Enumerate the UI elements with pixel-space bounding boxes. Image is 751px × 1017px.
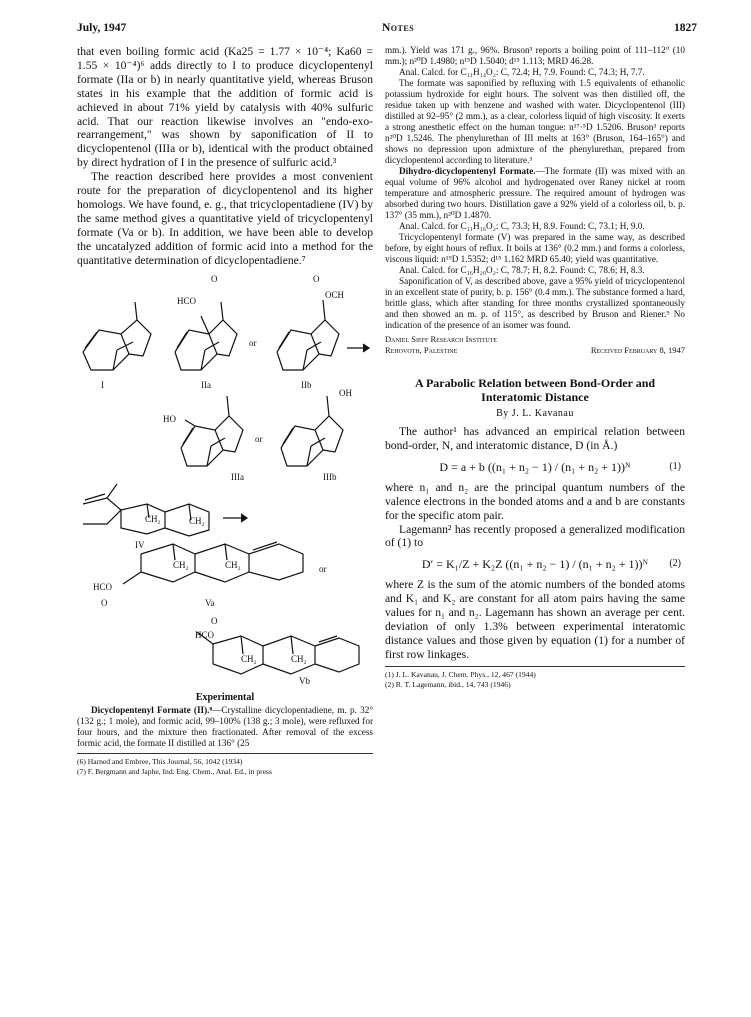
structure-IV <box>83 484 209 536</box>
paragraph: Anal. Calcd. for C₁₁H₁₆O₂: C, 73.3; H, 8.9. Found: C, 73.1; H, 9.0. <box>399 221 645 231</box>
footnote: (6) Harned and Embree, This Journal, 56, 1042 (1934) <box>77 756 243 766</box>
label-IV: IV <box>135 539 145 550</box>
paragraph-body: —The formate (II) was mixed with an equal volume of 96% alcohol and hydrogenated over Raney nickel at room temperature and atmospheric pressure. The required amount of hydrogen was absorbed during two hours. Distillation gave a 92% yield of a colorless oil, b. p. 137° (35 mm.), n²⁰D 1.4870. <box>385 166 685 220</box>
label-CH2: CH₂ <box>189 515 205 526</box>
paragraph: Anal. Calcd. for C₁₆H₂₀O₂: C, 78.7; H, 8.2. Found: C, 78.6; H, 8.3. <box>399 265 645 275</box>
paragraph: Tricyclopentenyl formate (V) was prepared in the same way, as described before, by eight hours of reflux. It boils at 136° (0.2 mm.) and forms a colorless, viscous liquid: n¹⁹D 1.5352; d¹⁵ 1.162 MRD 65.40; yield was quantitative. <box>385 232 685 264</box>
label-IIIb: IIIb <box>323 471 337 482</box>
label-O: O <box>211 615 218 626</box>
label-CH2: CH₂ <box>225 559 241 570</box>
label-O: O <box>313 273 320 284</box>
label-O: O <box>101 597 108 608</box>
label-CH2: CH₂ <box>291 653 307 664</box>
label-Va: Va <box>205 597 215 608</box>
affiliation-location: Rehovoth, Palestine <box>385 345 458 355</box>
left-column <box>77 45 373 777</box>
paragraph: The author¹ has advanced an empirical relation between bond-order, N, and interatomic distance, D (in Å.) <box>385 425 685 452</box>
paragraph: The formate was saponified by refluxing with 1.5 equivalents of ethanolic potassium hydroxide for eight hours. The solvent was then distilled off, the residue taken up with benzene and washed with water. Dicyclopentenol (III) distilled at 92–95° (2 mm.), as a clear, colorless liquid of high viscosity. It exerts a strong anesthetic effect on the human tongue: n¹⁷·⁵D 1.5206. Bruson³ reports n²⁰D 1.5246. The phenylurethan of III melts at 163° (Bruson, 164–165°) and shows no depression upon admixture of the phenylurethan, prepared from dicyclopentenol according to literature.³ <box>385 78 685 165</box>
footnote: (7) F. Bergmann and Japhe, Ind. Eng. Chem., Anal. Ed., in press <box>77 766 272 776</box>
label-HCO: HCO <box>93 581 113 592</box>
paragraph: mm.). Yield was 171 g., 96%. Bruson³ reports a boiling point of 111–112° (10 mm.); n²⁰D 1.4980; n¹⁵D 1.5040; d¹⁵ 1.113; MRD 46.28. <box>385 45 685 66</box>
paragraph: Anal. Calcd. for C₁₁H₁₄O₂: C, 72.4; H, 7.9. Found: C, 74.3; H, 7.7. <box>399 67 645 77</box>
label-I: I <box>101 379 104 390</box>
structure-I <box>83 302 151 370</box>
paragraph-title: Dicyclopentenyl Formate (II).⁸ <box>91 704 213 715</box>
article-title <box>385 376 685 404</box>
article-title-line: Interatomic Distance <box>481 390 589 404</box>
paragraph: Lagemann² has recently proposed a generalized modification of (1) to <box>385 522 685 550</box>
label-OH: OH <box>339 387 352 398</box>
structure-IIa <box>175 302 237 370</box>
paragraph: that even boiling formic acid (Ka25 = 1.77 × 10⁻⁴; Ka60 = 1.55 × 10⁻⁴)⁶ adds directly to I to produce dicyclopentenyl formate (IIa or b) in nearly quantitative yield, whereas Bruson states in his example that the addition of formic acid is achieved in about 71% yield by catalysis with 40% sulfuric acid. That our reaction likewise involves an "endo-exo-rearrangement," was shown by saponification of II to dicyclopentenol (IIIa or b), identical with the product obtained by direct hydration of I in the presence of sulfuric acid.³ <box>77 45 373 170</box>
footnote-rule <box>385 666 685 667</box>
label-CH2: CH₂ <box>173 559 189 570</box>
footnote: (2) R. T. Lagemann, ibid., 14, 743 (1946) <box>385 679 511 689</box>
author-byline: By J. L. Kavanau <box>496 408 574 419</box>
paragraph: where Z is the sum of the atomic numbers of the bonded atoms and K₁ and K₂ are constant for all atom pairs having the same values for n₁ and n₂. Lagemann has shown an average per cent. deviation of only 1.3% between experimental interatomic distance values and those given by equation (1) for a number of first row linkages. <box>385 578 685 661</box>
label-HCO: HCO <box>177 295 197 306</box>
label-CH2: CH₂ <box>241 653 257 664</box>
paragraph <box>385 166 685 221</box>
label-Vb: Vb <box>299 675 310 686</box>
structure-IIb <box>277 300 339 370</box>
equation-1 <box>385 459 685 475</box>
label-IIa: IIa <box>201 379 211 390</box>
structure-IIIa <box>181 396 243 466</box>
footnote: (1) J. L. Kavanau, J. Chem. Phys., 12, 467 (1944) <box>385 669 536 679</box>
arrow-head <box>363 344 369 352</box>
right-column <box>385 45 685 690</box>
article-title-line: A Parabolic Relation between Bond-Order and <box>414 376 656 390</box>
header-page-number: 1827 <box>674 22 697 34</box>
section-heading: Experimental <box>195 691 255 703</box>
arrow-head <box>241 514 247 522</box>
label-HO: HO <box>163 413 176 424</box>
label-O: O <box>211 273 218 284</box>
or-text: or <box>255 433 263 444</box>
paragraph <box>77 705 373 749</box>
label-IIIa: IIIa <box>231 471 244 482</box>
or-text: or <box>319 563 327 574</box>
paragraph-body: —Crystalline dicyclopentadiene, m. p. 32° (132 g.; 1 mole), and formic acid, 99–100% (138 g.; 3 mole), were refluxed for four hours, and the mixture then fractionated. After removal of the excess formic acid, the formate II distilled at 136° (25 <box>77 704 373 748</box>
label-IIb: IIb <box>301 379 312 390</box>
structure-IIIb <box>281 396 343 466</box>
structure-Vb <box>195 629 359 674</box>
equation-number: (2) <box>669 558 681 570</box>
paragraph: Saponification of V, as described above, gave a 95% yield of tricyclopentenol in an excellent state of purity, b. p. 156° (0.4 mm.). The substance formed a hard, brittle glass, which after standing for three months crystallized spontaneously and then showed an m. p. of 115°, as described by Bruson and Riener.⁹ No indication of the presence of an isomer was found. <box>385 276 685 330</box>
equation-2 <box>385 556 685 572</box>
paragraph-title: Dihydro-dicyclopentenyl Formate. <box>399 166 536 176</box>
header-section: Notes <box>382 22 415 34</box>
equation-number: (1) <box>669 460 681 472</box>
equation-text: D′ = K₁/Z + K₂Z ((n₁ + n₂ − 1) / (n₁ + n₂ + 1))ᴺ <box>421 557 649 572</box>
structure-Va <box>123 539 303 584</box>
footnote-rule <box>77 753 373 754</box>
affiliation-line <box>385 345 685 356</box>
paragraph: where n₁ and n₂ are the principal quantum numbers of the valence electrons in the bonded atoms and a and b are constants for the specific atom pair. <box>385 480 685 522</box>
label-HCO: HCO <box>195 629 215 640</box>
header-date: July, 1947 <box>77 22 127 34</box>
paragraph: The reaction described here provides a most convenient route for the preparation of dicyclopentenol and its higher homologs. We have found, e. g., that tricyclopentadiene (IV) by the same method gives a quantitative yield of tricyclopentenyl formate (Va or b). In addition, we have been able to develop the uncatalyzed addition of formic acid into a method for the quantitative determination of dicyclopentadiene.⁷ <box>77 170 373 267</box>
affiliation-institute: Daniel Sieff Research Institute <box>385 334 498 344</box>
label-CH2: CH₂ <box>145 513 161 524</box>
received-date: Received February 8, 1947 <box>590 345 685 355</box>
running-header <box>77 22 697 40</box>
label-OCH: OCH <box>325 289 345 300</box>
or-text: or <box>249 337 257 348</box>
affiliation <box>385 334 685 356</box>
equation-text: D = a + b ((n₁ + n₂ − 1) / (n₁ + n₂ + 1))ᴺ <box>439 459 631 474</box>
chemical-structures <box>77 272 373 688</box>
